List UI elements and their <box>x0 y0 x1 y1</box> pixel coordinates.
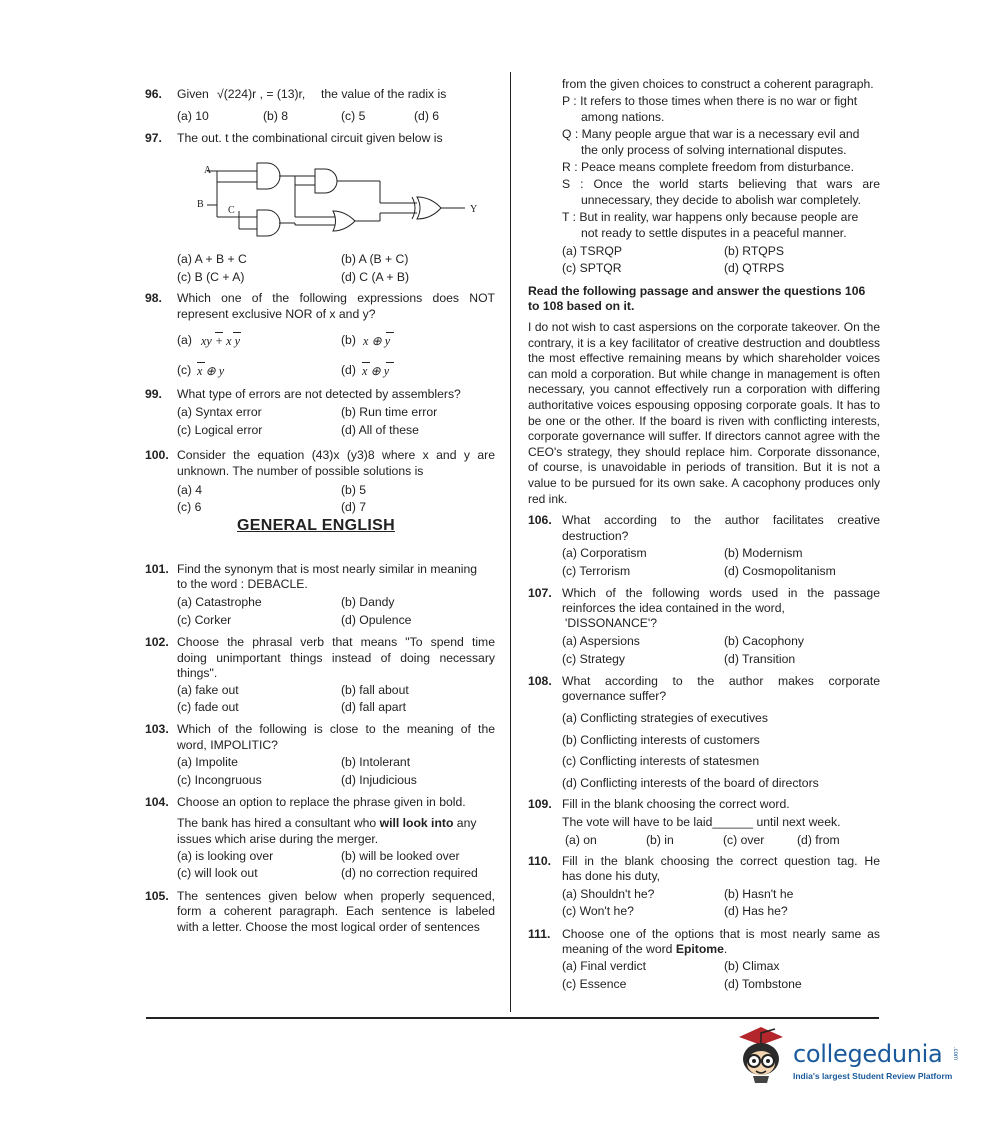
sentence-r: R : Peace means complete freedom from disturbance. <box>562 160 854 174</box>
question-text: Fill in the blank choosing the correct word. <box>562 797 790 811</box>
question-text: Choose the phrasal verb that means "To spend time <box>177 635 495 649</box>
option-c: (c) 6 <box>177 500 202 514</box>
option-c: (c) SPTQR <box>562 261 622 275</box>
question-text: The out. t the combinational circuit given below is <box>177 131 443 145</box>
sentence-t: T : But in reality, war happens only because people are <box>562 210 859 224</box>
option-b: (b) <box>341 333 356 347</box>
question-number: 101. <box>145 562 169 576</box>
question-text: the value of the radix is <box>321 87 447 101</box>
question-text: reinforces the idea contained in the word, <box>562 601 785 615</box>
question-number: 96. <box>145 87 162 101</box>
option-b: (b) A (B + C) <box>341 252 409 266</box>
question-text: Which one of the following expressions does NOT <box>177 291 495 305</box>
question-text: doing unimportant things instead of doing necessary <box>177 651 495 665</box>
option-b: (b) Cacophony <box>724 634 804 648</box>
option-d: (d) C (A + B) <box>341 270 410 284</box>
option-b: (b) fall about <box>341 683 409 697</box>
question-number: 111. <box>528 927 551 941</box>
question-text: Given <box>177 87 209 101</box>
option-b-expression: x ⊕ y <box>363 334 391 348</box>
question-text: Find the synonym that is most nearly similar in meaning <box>177 562 478 576</box>
option-c: (c) Conflicting interests of statesmen <box>562 754 760 768</box>
option-d: (d) no correction required <box>341 866 478 880</box>
bold-word: Epitome <box>675 942 724 956</box>
option-a: (a) Catastrophe <box>177 595 262 609</box>
column-divider <box>510 72 511 1012</box>
question-number: 109. <box>528 797 552 811</box>
question-text: Choose an option to replace the phrase given in bold. <box>177 795 466 809</box>
question-text: 'DISSONANCE'? <box>565 616 658 630</box>
brand-name: collegedunia <box>793 1040 943 1068</box>
option-d: (d) fall apart <box>341 700 407 714</box>
question-text: Choose one of the options that is most nearly same as <box>562 927 880 941</box>
radix-expression: √(224)r , = (13)r, <box>217 87 306 101</box>
option-c: (c) Essence <box>562 977 627 991</box>
question-text: destruction? <box>562 529 629 543</box>
question-text: What type of errors are not detected by assemblers? <box>177 387 461 401</box>
option-b: (b) Conflicting interests of customers <box>562 733 760 747</box>
option-d: (d) 7 <box>341 500 367 514</box>
option-c: (c) Corker <box>177 613 232 627</box>
option-c: (c) Won't he? <box>562 904 634 918</box>
option-b: (b) will be looked over <box>341 849 460 863</box>
question-number: 104. <box>145 795 169 809</box>
question-text: Consider the equation (43)x (y3)8 where x and y are <box>177 448 495 462</box>
option-a: (a) Conflicting strategies of executives <box>562 711 768 725</box>
option-b: (b) Climax <box>724 959 780 973</box>
option-b: (b) in <box>646 833 674 847</box>
question-sentence: The bank has hired a consultant who will look into any <box>177 816 477 830</box>
question-number: 106. <box>528 513 552 527</box>
option-c: (c) Terrorism <box>562 564 631 578</box>
question-text: What according to the author makes corporate <box>562 674 880 688</box>
output-label-y: Y <box>470 204 478 215</box>
option-d: (d) Has he? <box>724 904 788 918</box>
question-text: from the given choices to construct a coherent paragraph. <box>562 77 874 91</box>
option-a: (a) Aspersions <box>562 634 640 648</box>
input-label-a: A <box>204 165 212 176</box>
passage-instruction: to 108 based on it. <box>528 299 635 313</box>
option-c: (c) <box>177 363 192 377</box>
option-b: (b) Hasn't he <box>724 887 794 901</box>
question-text: The sentences given below when properly sequenced, <box>177 889 495 903</box>
question-text: things". <box>177 666 218 680</box>
option-c: (c) 5 <box>341 109 366 123</box>
question-number: 107. <box>528 586 552 600</box>
option-b: (b) Run time error <box>341 405 438 419</box>
option-a-expression: xy + x y <box>201 334 241 348</box>
question-number: 108. <box>528 674 552 688</box>
question-text: has done his duty, <box>562 869 661 883</box>
sentence-t: not ready to settle disputes in a peaceful manner. <box>581 226 847 240</box>
brand-tagline: India's largest Student Review Platform <box>793 1071 953 1081</box>
sentence-q: Q : Many people argue that war is a necessary evil and <box>562 127 860 141</box>
question-number: 103. <box>145 722 169 736</box>
option-b: (b) 5 <box>341 483 367 497</box>
question-text: form a coherent paragraph. Each sentence is labeled <box>177 904 495 918</box>
question-text: word, IMPOLITIC? <box>177 738 278 752</box>
option-c: (c) Strategy <box>562 652 625 666</box>
question-text: Which of the following is close to the meaning of the <box>177 722 495 736</box>
question-number: 102. <box>145 635 169 649</box>
question-number: 105. <box>145 889 169 903</box>
sentence-s: S : Once the world starts believing that wars are <box>562 177 880 191</box>
option-a: (a) Final verdict <box>562 959 646 973</box>
option-a: (a) <box>177 333 192 347</box>
section-heading: GENERAL ENGLISH <box>237 517 395 534</box>
option-c: (c) B (C + A) <box>177 270 245 284</box>
sentence-s: unnecessary, they decide to abolish war completely. <box>581 193 862 207</box>
question-text: What according to the author facilitates creative <box>562 513 880 527</box>
question-text: unknown. The number of possible solutions is <box>177 464 424 478</box>
option-b: (b) Modernism <box>724 546 803 560</box>
option-c-expression: x ⊕ y <box>197 364 225 378</box>
logic-circuit-diagram <box>195 155 495 250</box>
question-sentence: The vote will have to be laid______ until next week. <box>562 815 841 829</box>
option-c: (c) Incongruous <box>177 773 262 787</box>
option-a: (a) 4 <box>177 483 203 497</box>
option-b: (b) 8 <box>263 109 289 123</box>
option-d: (d) from <box>797 833 840 847</box>
brand-domain: .com <box>952 1047 958 1061</box>
question-text: governance suffer? <box>562 689 667 703</box>
option-b: (b) Dandy <box>341 595 395 609</box>
reading-passage: I do not wish to cast aspersions on the corporate takeover. On the contrary, it is a key facilitator of creative destruction and doubtless the most effective remaining means by which shareholder voices can mold a corporation. But while change in management is often necessary, you cannot effectively run a corporation with differing authoritative voices espousing opposing corporate goals. It has to be one or the other. If the board is riven with conflicting interests, corporate governance will suffer. If directors cannot agree with the CEO's strategy, they should replace him. Corporate dissonance, of course, is unavoidable in periods of transition. But it is not a value to be pursued for its own sake. A cacophony produces only red ink. <box>528 320 880 506</box>
input-label-c: C <box>228 205 235 216</box>
option-c: (c) Logical error <box>177 423 263 437</box>
option-d: (d) Conflicting interests of the board of directors <box>562 776 819 790</box>
option-d: (d) Tombstone <box>724 977 802 991</box>
option-d: (d) 6 <box>414 109 440 123</box>
question-text: Which of the following words used in the passage <box>562 586 880 600</box>
option-d-expression: x ⊕ y <box>362 364 390 378</box>
question-number: 97. <box>145 131 162 145</box>
sentence-p: P : It refers to those times when there is no war or fight <box>562 94 858 108</box>
option-a: (a) Shouldn't he? <box>562 887 655 901</box>
option-c: (c) will look out <box>177 866 258 880</box>
option-a: (a) on <box>565 833 597 847</box>
sentence-p: among nations. <box>581 110 665 124</box>
question-text: with a letter. Choose the most logical order of sentences <box>177 920 480 934</box>
option-d: (d) <box>341 363 356 377</box>
option-d: (d) Transition <box>724 652 796 666</box>
question-text: represent exclusive NOR of x and y? <box>177 307 376 321</box>
question-number: 99. <box>145 387 162 401</box>
option-d: (d) Injudicious <box>341 773 417 787</box>
option-a: (a) Corporatism <box>562 546 647 560</box>
option-b: (b) RTQPS <box>724 244 785 258</box>
option-c: (c) over <box>723 833 765 847</box>
option-c: (c) fade out <box>177 700 239 714</box>
mascot-icon <box>735 1023 790 1085</box>
option-d: (d) Cosmopolitanism <box>724 564 836 578</box>
option-a: (a) fake out <box>177 683 239 697</box>
option-a: (a) 10 <box>177 109 209 123</box>
sentence-q: the only process of solving international disputes. <box>581 143 847 157</box>
question-number: 98. <box>145 291 162 305</box>
option-a: (a) Impolite <box>177 755 238 769</box>
question-number: 100. <box>145 448 169 462</box>
input-label-b: B <box>197 199 204 210</box>
option-a: (a) TSRQP <box>562 244 623 258</box>
option-d: (d) All of these <box>341 423 419 437</box>
option-a: (a) Syntax error <box>177 405 262 419</box>
option-d: (d) Opulence <box>341 613 412 627</box>
question-text: meaning of the word Epitome. <box>562 942 728 956</box>
question-number: 110. <box>528 854 552 868</box>
passage-instruction: Read the following passage and answer the questions 106 <box>528 284 866 298</box>
question-sentence: issues which arise during the merger. <box>177 832 379 846</box>
footer-rule <box>146 1017 879 1019</box>
question-text: to the word : DEBACLE. <box>177 577 308 591</box>
option-a: (a) A + B + C <box>177 252 247 266</box>
option-d: (d) QTRPS <box>724 261 785 275</box>
bold-phrase: will look into <box>379 816 454 830</box>
option-a: (a) is looking over <box>177 849 274 863</box>
question-text: Fill in the blank choosing the correct question tag. He <box>562 854 880 868</box>
option-b: (b) Intolerant <box>341 755 411 769</box>
